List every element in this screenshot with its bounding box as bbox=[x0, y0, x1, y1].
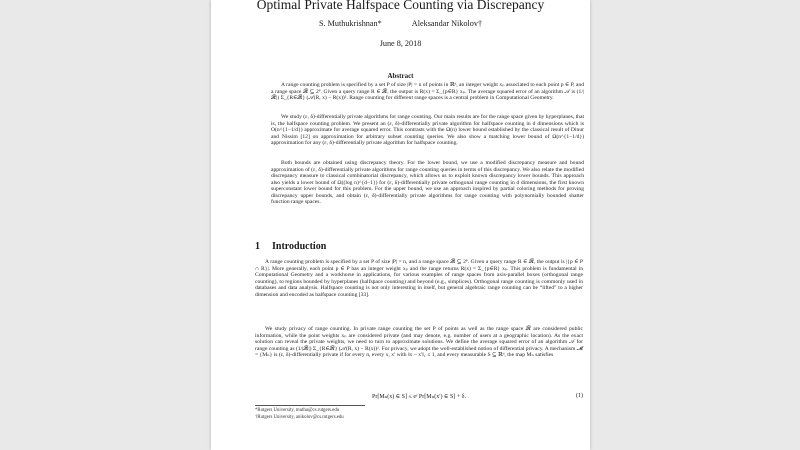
footnote-rule bbox=[255, 405, 365, 406]
intro-paragraph-2: We study privacy of range counting. In private range counting the set P of points as well as the range space 𝓡 are considered public information, while the point weights xₚ are considered private (and may denote, e.g. number of users at a geographic location). As the exact solution can reveal the private weights, we need to turn to approximate solutions. We define the average squared error of an algorithm 𝒜 for range counting as (1/|𝓡|) Σ_{R∈𝓡} (𝒜(R, x) − R(x))². For privacy, we adopt the well-established notion of differential privacy. A mechanism 𝓜 = {Mₙ} is (ε, δ)-differentially private if for every n, every x, x′ with ‖x − x′‖₁ ≤ 1, and every measurable S ⊆ ℝᵈ, the map Mₙ satisfies bbox=[255, 326, 583, 359]
section-heading-introduction bbox=[255, 241, 326, 252]
abstract-paragraph-2: We study (ε, δ)-differentially private algorithms for range counting. Our main results are for the range space given by hyperplanes, that is, the halfspace counting problem. We present an (ε, δ)-differentially private algorithm for halfspace counting in d dimensions which is O(n^{1−1/d}) approximate for average squared error. This contrasts with the Ω(n) lower bound established by the classical result of Dinur and Nissim [12] on approximation for arbitrary subset counting queries. We also show a matching lower bound of Ω(n^{1−1/d}) approximation for any (ε, δ)-differentially private algorithm for halfspace counting. bbox=[271, 114, 584, 147]
paper-page bbox=[211, 0, 590, 450]
author-list bbox=[211, 19, 590, 28]
section-title: Introduction bbox=[272, 241, 327, 252]
equation-1 bbox=[255, 393, 583, 400]
author-muthukrishnan: S. Muthukrishnan* bbox=[318, 19, 382, 28]
intro-paragraph-1: A range counting problem is specified by a set P of size |P| = n, and a range space 𝓡 ⊆ 2ᴾ. Given a query range R ∈ 𝓡, the output is |{p ∈ P ∩ R}|. More generally, each point p ∈ P has an integer weight xₚ and the range returns R(x) = Σ_{p∈R} xₚ. This problem is fundamental in Computational Geometry and a workhorse in applications, for various examples of range spaces from axis-parallel boxes (orthogonal range counting), to regions bounded by hyperplanes (halfspace counting) and beyond (e.g., simplices). Orthogonal range counting is commonly used in databases and data analysis. Halfspace counting is not only interesting in itself, but general algebraic range counting can be “lifted” to a higher dimension and encoded as halfspace counting [33]. bbox=[255, 259, 583, 298]
author-nikolov: Aleksandar Nikolov† bbox=[411, 19, 483, 28]
paper-date: June 8, 2018 bbox=[379, 39, 422, 48]
footnote-1: *Rutgers University, muthu@cs.rutgers.edu bbox=[255, 408, 340, 413]
section-number: 1 bbox=[255, 241, 260, 252]
equation-text: Pr[Mₙ(x) ∈ S] ≤ eᵋ Pr[Mₙ(x′) ∈ S] + δ. bbox=[371, 394, 466, 400]
abstract-paragraph-1: A range counting problem is specified by a set P of size |P| = n of points in ℝᵈ, an integer weight xₚ associated to each point p ∈ P, and a range space 𝓡 ⊆ 2ᴾ. Given a query range R ∈ 𝓡, the output is R(x) = Σ_{p∈R} xₚ. The average squared error of an algorithm 𝒜 is (1/|𝓡|) Σ_{R∈𝓡} (𝒜(R, x) − R(x))². Range counting for different range spaces is a central problem in Computational Geometry. bbox=[271, 82, 584, 102]
abstract-paragraph-3: Both bounds are obtained using discrepancy theory. For the lower bound, we use a modified discrepancy measure and bound approximation of (ε, δ)-differentially private algorithms for range counting queries in terms of this discrepancy. We also relate the modified discrepancy measure to classical combinatorial discrepancy, which allows us to exploit known discrepancy lower bounds. This approach also yields a lower bound of Ω((log n)^{d−1}) for (ε, δ)-differentially private orthogonal range counting in d dimensions, the first known superconstant lower bound for this problem. For the upper bound, we use an approach inspired by partial coloring methods for proving discrepancy upper bounds, and obtain (ε, δ)-differentially private algorithms for range counting with polynomially bounded shatter function range spaces. bbox=[271, 160, 584, 206]
footnote-2: †Rutgers University, anikolov@cs.rutgers.edu bbox=[255, 415, 344, 420]
abstract-heading: Abstract bbox=[387, 72, 414, 80]
paper-title: Optimal Private Halfspace Counting via Discrepancy bbox=[256, 0, 545, 12]
equation-number: (1) bbox=[576, 393, 583, 399]
